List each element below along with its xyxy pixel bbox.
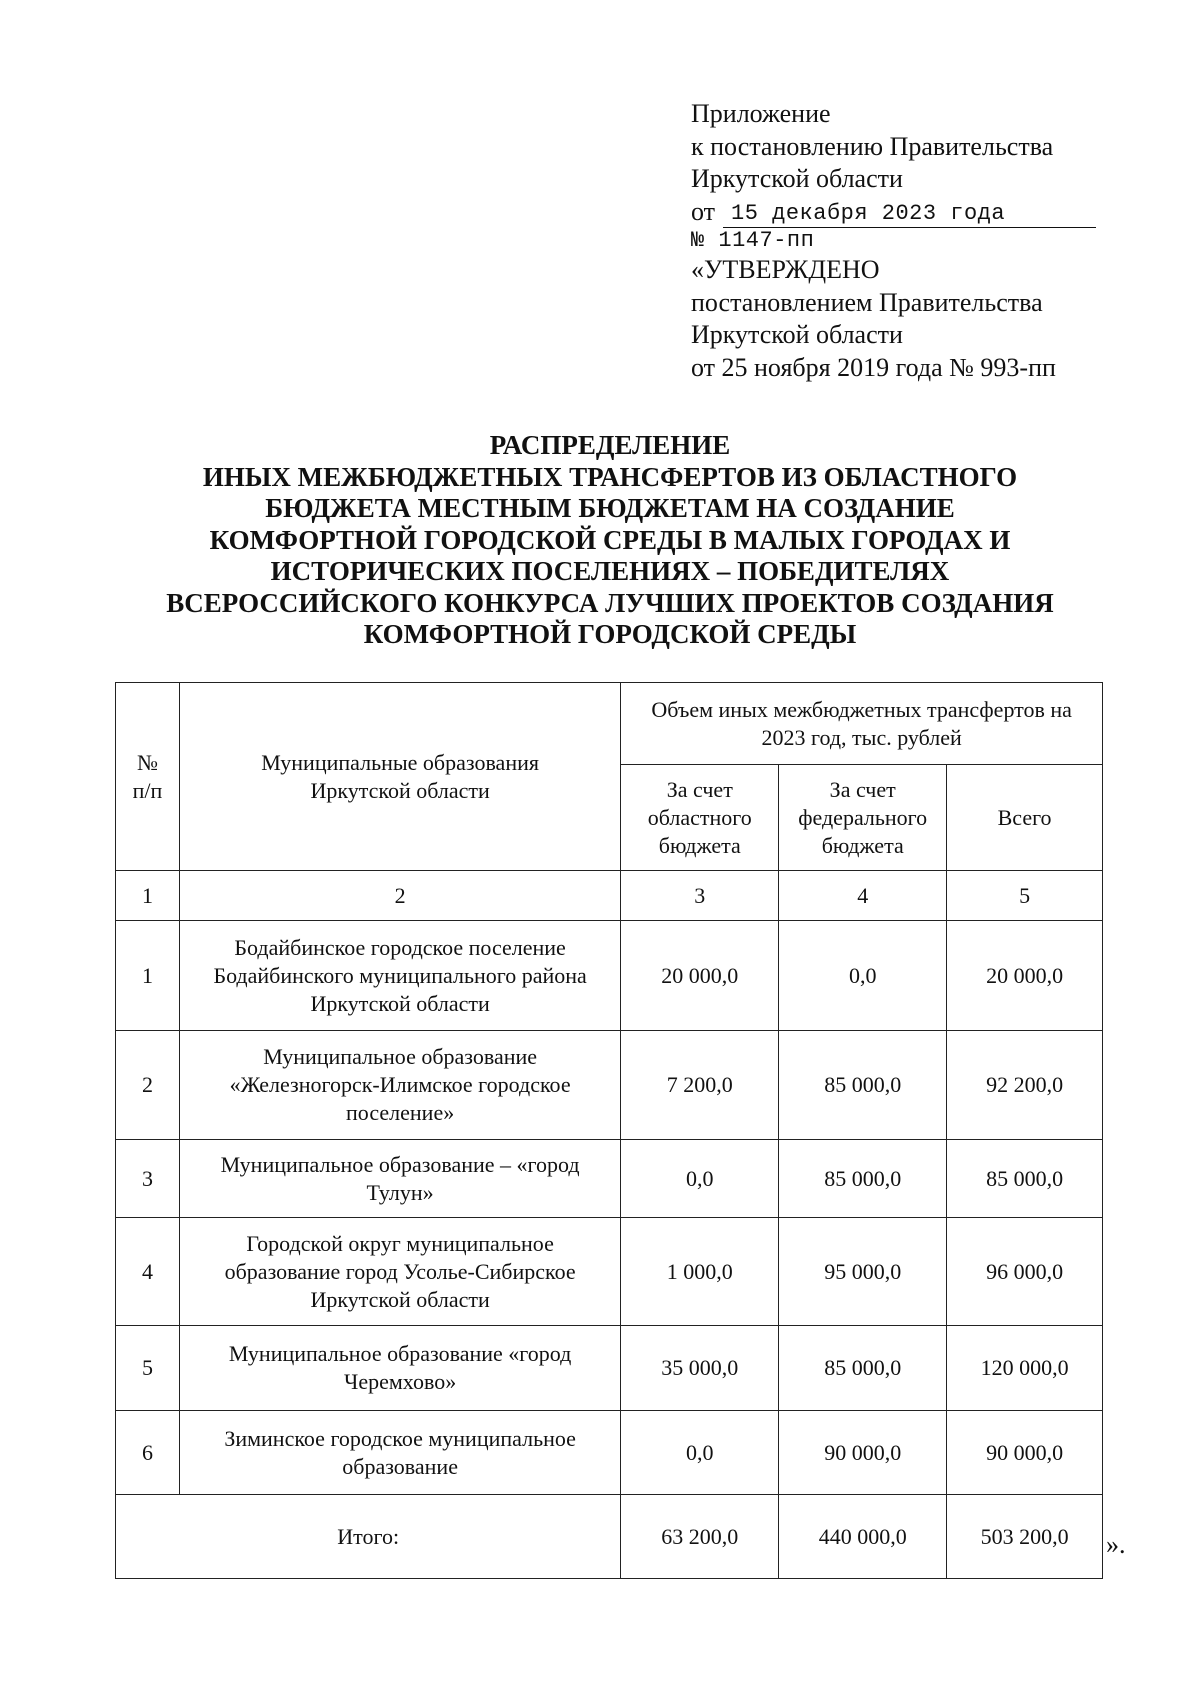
municipality-name-line: поселение» xyxy=(346,1100,455,1125)
municipality-name-line: Бодайбинское городское поселение xyxy=(234,934,566,960)
approved-line-2: постановлением Правительства xyxy=(691,287,1043,317)
column-number: 4 xyxy=(779,871,947,921)
approved-line-1: «УТВЕРЖДЕНО xyxy=(691,255,880,284)
municipality-name-line: образование xyxy=(342,1453,458,1479)
document-title xyxy=(120,430,1100,651)
total-amount: 120 000,0 xyxy=(947,1326,1103,1411)
header-num-label: № xyxy=(136,749,158,775)
column-number: 2 xyxy=(179,871,620,921)
table-row xyxy=(116,1218,1103,1326)
total-amount: 20 000,0 xyxy=(947,921,1103,1031)
header-num-label: п/п xyxy=(132,777,163,803)
title-line: ИНЫХ МЕЖБЮДЖЕТНЫХ ТРАНСФЕРТОВ ИЗ ОБЛАСТНОГО xyxy=(202,461,1018,492)
regional-amount: 7 200,0 xyxy=(621,1031,779,1140)
column-number: 1 xyxy=(116,871,180,921)
header-num-cell xyxy=(116,683,180,871)
municipality-name-line: Муниципальное образование «город xyxy=(228,1341,572,1366)
column-number: 3 xyxy=(621,871,779,921)
regional-amount: 0,0 xyxy=(621,1411,779,1495)
municipality-name xyxy=(179,921,620,1031)
appendix-line-1: Приложение xyxy=(691,99,831,128)
row-number: 5 xyxy=(116,1326,180,1411)
resolution-date: 15 декабря 2023 года xyxy=(723,201,1096,228)
header-regional-label: бюджета xyxy=(658,832,741,858)
table-row xyxy=(116,1411,1103,1495)
header-row-1 xyxy=(116,683,1103,765)
municipality-name-line: Черемхово» xyxy=(344,1369,457,1394)
totals-federal: 440 000,0 xyxy=(779,1495,947,1579)
title-line: КОМФОРТНОЙ ГОРОДСКОЙ СРЕДЫ xyxy=(363,619,857,649)
federal-amount: 85 000,0 xyxy=(779,1326,947,1411)
federal-amount: 85 000,0 xyxy=(779,1031,947,1140)
federal-amount: 95 000,0 xyxy=(779,1218,947,1326)
header-volume-label: Объем иных межбюджетных трансфертов на xyxy=(651,696,1072,722)
table-row xyxy=(116,1326,1103,1411)
federal-amount: 0,0 xyxy=(779,921,947,1031)
title-line: ИСТОРИЧЕСКИХ ПОСЕЛЕНИЯХ – ПОБЕДИТЕЛЯХ xyxy=(270,556,950,586)
municipality-name-line: образование город Усолье-Сибирское xyxy=(224,1258,576,1284)
header-municipality-cell xyxy=(179,683,620,871)
municipality-name xyxy=(179,1326,620,1411)
municipality-name-line: Муниципальное образование – «город xyxy=(220,1151,580,1177)
row-number: 4 xyxy=(116,1218,180,1326)
column-number-row xyxy=(116,871,1103,921)
municipality-name-line: Иркутской области xyxy=(310,1286,490,1312)
header-municipality-label: Муниципальные образования xyxy=(261,749,539,775)
total-amount: 90 000,0 xyxy=(947,1411,1103,1495)
header-regional-cell xyxy=(621,765,779,871)
title-line: БЮДЖЕТА МЕСТНЫМ БЮДЖЕТАМ НА СОЗДАНИЕ xyxy=(265,493,955,523)
regional-amount: 1 000,0 xyxy=(621,1218,779,1326)
title-line: ВСЕРОССИЙСКОГО КОНКУРСА ЛУЧШИХ ПРОЕКТОВ СОЗДАНИЯ xyxy=(166,587,1054,618)
municipality-name xyxy=(179,1031,620,1140)
resolution-number: № 1147-пп xyxy=(691,228,815,253)
header-federal-label: федерального xyxy=(798,804,928,830)
row-number: 2 xyxy=(116,1031,180,1140)
federal-amount: 90 000,0 xyxy=(779,1411,947,1495)
regional-amount: 20 000,0 xyxy=(621,921,779,1031)
total-amount: 96 000,0 xyxy=(947,1218,1103,1326)
title-line: КОМФОРТНОЙ ГОРОДСКОЙ СРЕДЫ В МАЛЫХ ГОРОДАХ И xyxy=(209,524,1011,555)
total-amount: 92 200,0 xyxy=(947,1031,1103,1140)
municipality-name-line: Иркутской области xyxy=(310,990,490,1016)
approved-line-3: Иркутской области xyxy=(691,320,903,349)
header-volume-label: 2023 год, тыс. рублей xyxy=(761,724,962,750)
totals-row xyxy=(116,1495,1103,1579)
column-number: 5 xyxy=(947,871,1103,921)
header-federal-cell xyxy=(779,765,947,871)
row-number: 6 xyxy=(116,1411,180,1495)
municipality-name xyxy=(179,1140,620,1218)
totals-regional: 63 200,0 xyxy=(621,1495,779,1579)
municipality-name xyxy=(179,1218,620,1326)
regional-amount: 0,0 xyxy=(621,1140,779,1218)
header-total-cell: Всего xyxy=(947,765,1103,871)
municipality-name-line: Городской округ муниципальное xyxy=(246,1230,554,1256)
distribution-table xyxy=(115,682,1103,1579)
appendix-date-line xyxy=(691,196,1121,229)
appendix-line-2: к постановлению Правительства xyxy=(691,131,1054,161)
total-amount: 85 000,0 xyxy=(947,1140,1103,1218)
header-municipality-label: Иркутской области xyxy=(310,777,490,803)
municipality-name-line: Зиминское городское муниципальное xyxy=(224,1425,576,1451)
federal-amount: 85 000,0 xyxy=(779,1140,947,1218)
closing-quote-mark: ». xyxy=(1106,1530,1126,1559)
header-federal-label: За счет xyxy=(829,776,896,802)
municipality-name-line: Муниципальное образование xyxy=(263,1044,538,1069)
header-volume-cell xyxy=(621,683,1103,765)
table-row xyxy=(116,1140,1103,1218)
totals-total: 503 200,0 xyxy=(947,1495,1103,1579)
appendix-block xyxy=(691,98,1121,384)
regional-amount: 35 000,0 xyxy=(621,1326,779,1411)
row-number: 1 xyxy=(116,921,180,1031)
header-federal-label: бюджета xyxy=(821,832,904,858)
date-prefix: от xyxy=(691,196,716,226)
municipality-name xyxy=(179,1411,620,1495)
municipality-name-line: Тулун» xyxy=(366,1179,434,1205)
table-row xyxy=(116,1031,1103,1140)
municipality-name-line: Бодайбинского муниципального района xyxy=(213,962,587,988)
appendix-line-3: Иркутской области xyxy=(691,164,903,193)
totals-label: Итого: xyxy=(116,1495,621,1579)
municipality-name-line: «Железногорск-Илимское городское xyxy=(229,1072,571,1097)
approved-line-4: от 25 ноября 2019 года № 993-пп xyxy=(691,352,1056,382)
title-line: РАСПРЕДЕЛЕНИЕ xyxy=(489,430,731,460)
table-row xyxy=(116,921,1103,1031)
row-number: 3 xyxy=(116,1140,180,1218)
header-regional-label: За счет xyxy=(666,776,733,802)
header-regional-label: областного xyxy=(647,804,752,830)
